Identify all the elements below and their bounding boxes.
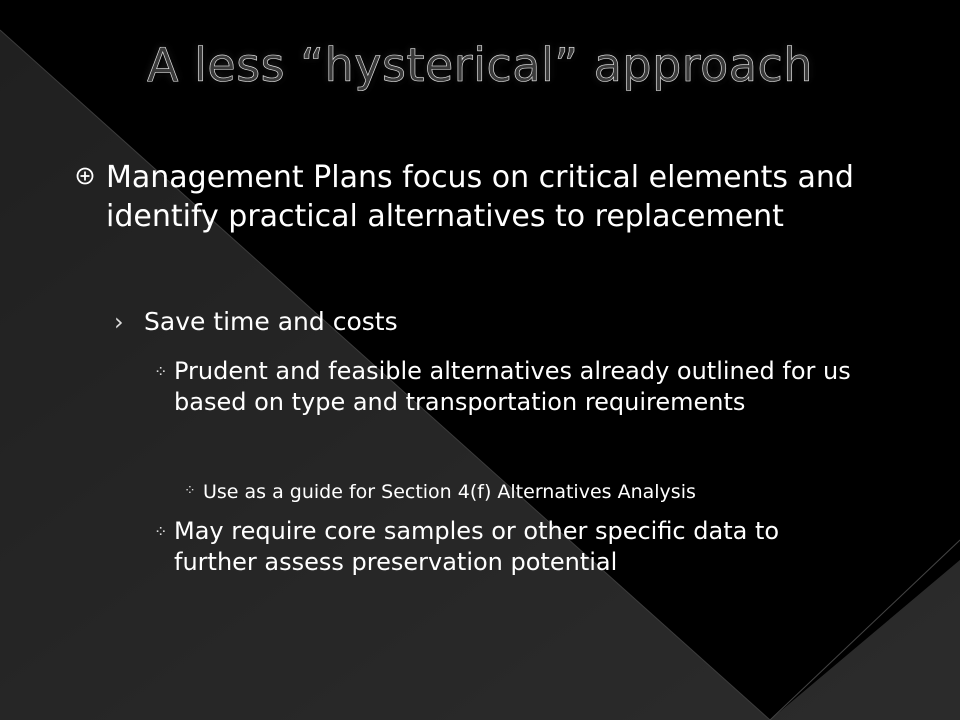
bullet-level3-second <box>154 516 864 578</box>
chevron-right-icon: › <box>114 308 124 336</box>
bullet-level2-text: Save time and costs <box>144 307 398 336</box>
bullet-level3-first-text: Prudent and feasible alternatives already outlined for us based on type and transportation requirements <box>174 357 851 416</box>
bullet-level4-text: Use as a guide for Section 4(f) Alternatives Analysis <box>203 481 696 503</box>
bullet-level1 <box>106 158 866 236</box>
slide-title: A less “hysterical” approach <box>147 38 813 92</box>
bullet-level4 <box>184 480 883 504</box>
dot-cluster-icon: ⁘ <box>184 483 196 499</box>
bullet-level2 <box>114 306 844 338</box>
circled-plus-icon <box>76 167 94 185</box>
bullet-level1-text: Management Plans focus on critical elements and identify practical alternatives to replacement <box>106 160 854 234</box>
bullet-level3-first <box>154 356 864 418</box>
dot-cluster-icon: ⁘ <box>154 522 168 541</box>
dot-cluster-icon: ⁘ <box>154 362 168 381</box>
bullet-level3-second-text: May require core samples or other specific data to further assess preservation potential <box>174 517 780 576</box>
